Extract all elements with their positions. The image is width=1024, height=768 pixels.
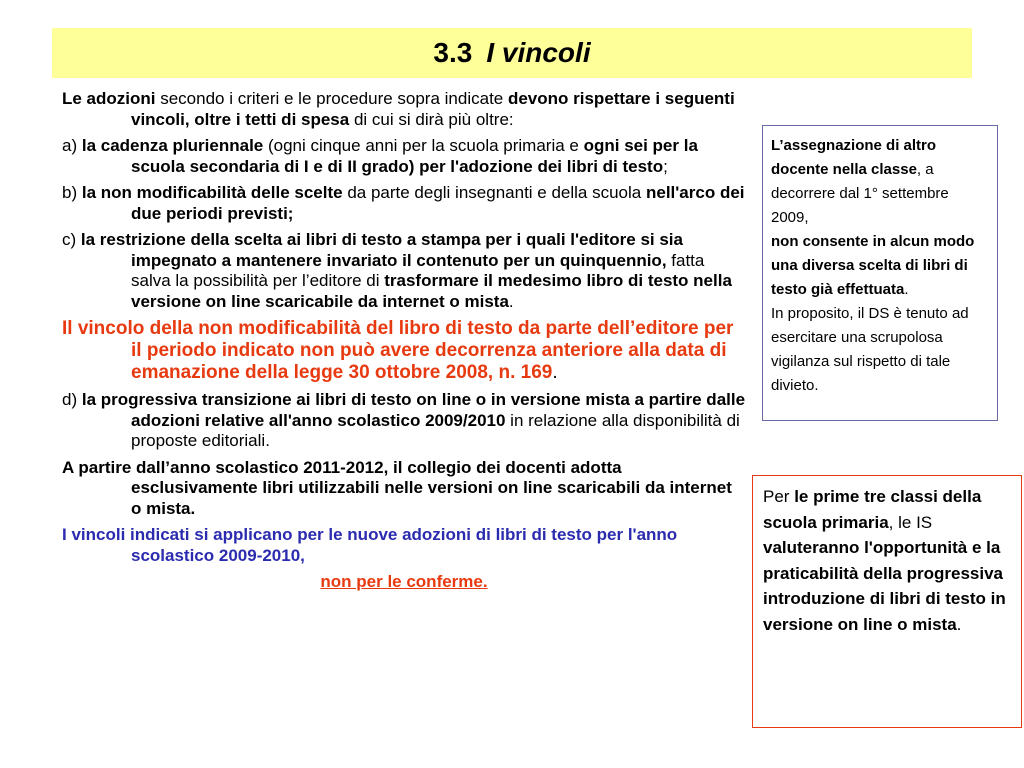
- item-a: [62, 136, 746, 177]
- box1-bold-1: L’assegnazione di altro docente nella classe: [771, 137, 937, 178]
- item-a-bold-1: la cadenza pluriennale: [81, 136, 264, 155]
- item-b-prefix: b): [62, 183, 82, 202]
- intro-text-2: di cui si dirà più oltre:: [349, 109, 514, 129]
- intro-bold-2: devono rispettare i seguenti vincoli, oltre i tetti di spesa: [131, 89, 735, 129]
- box2-bold-1: le prime tre classi della scuola primaria: [763, 487, 982, 532]
- item-c-bold-1: la restrizione della scelta ai libri di testo a stampa per i quali l'editore si sia impegnato a mantenere invariato il contenuto per un quinquennio,: [80, 230, 683, 270]
- box2-text-1: Per: [763, 487, 795, 506]
- section-number: 3.3: [433, 37, 473, 68]
- from-2011-text: A partire dall’anno scolastico 2011-2012, il collegio dei docenti adotta esclusivamente libri utilizzabili nelle versioni on line scaricabili da internet o mista.: [62, 457, 732, 518]
- side-box-assignment: [762, 125, 998, 421]
- item-b-bold-1: la non modificabilità delle scelte: [81, 183, 343, 202]
- slide-title-bar: [52, 28, 972, 78]
- red-note-period: .: [552, 362, 558, 383]
- box2-bold-2: valuteranno l'opportunità e la praticabilità della progressiva introduzione di libri di testo in versione on line o mista: [763, 538, 1006, 634]
- item-c-bold-2: trasformare il medesimo libro di testo nella versione on line scaricabile da internet o mista: [131, 271, 732, 311]
- item-c-prefix: c): [62, 230, 81, 249]
- item-b-bold-2: nell'arco dei due periodi previsti;: [131, 183, 745, 223]
- item-a-text-1: (ogni cinque anni per la scuola primaria e: [263, 136, 584, 155]
- item-a-bold-2: ogni sei per la scuola secondaria di I e di II grado) per l'adozione dei libri di testo: [131, 136, 698, 176]
- blue-note: [62, 525, 746, 566]
- intro-text-1: secondo i criteri e le procedure sopra indicate: [155, 89, 508, 108]
- item-a-text-2: ;: [663, 156, 668, 176]
- item-d-text-1: in relazione alla disponibilità di proposte editoriali.: [131, 410, 740, 450]
- item-c-text-2: .: [508, 291, 514, 311]
- main-text-body: [62, 89, 746, 599]
- side-box-primary: [752, 475, 1022, 728]
- item-b: [62, 183, 746, 224]
- box1-text-2: .: [904, 281, 909, 298]
- item-d-bold-1: la progressiva transizione ai libri di testo on line o in versione mista a partire dalle adozioni relative all'anno scolastico 2009/2010: [81, 390, 746, 430]
- red-note: [62, 318, 746, 384]
- box1-bold-2: non consente in alcun modo una diversa scelta di libri di testo già effettuata: [771, 233, 975, 298]
- box1-text-3: In proposito, il DS è tenuto ad esercitare una scrupolosa vigilanza sul rispetto di tale divieto.: [771, 305, 969, 394]
- box2-text-3: .: [956, 614, 962, 634]
- slide-title: I vincoli: [486, 37, 591, 68]
- item-c-text-1: fatta salva la possibilità per l’editore di: [131, 250, 705, 290]
- box1-text-1: , a decorrere dal 1° settembre 2009,: [771, 161, 949, 226]
- from-2011-paragraph: [62, 458, 746, 520]
- box2-text-2: , le IS: [888, 512, 933, 532]
- item-d: [62, 390, 746, 452]
- blue-note-text: I vincoli indicati si applicano per le nuove adozioni di libri di testo per l'anno scolastico 2009-2010,: [62, 525, 678, 565]
- item-d-prefix: d): [62, 390, 82, 409]
- red-note-bold: Il vincolo della non modificabilità del libro di testo da parte dell’editore per il periodo indicato non può avere decorrenza anteriore alla data di emanazione della legge 30 ottobre 2008, n. 169: [62, 318, 734, 383]
- confirm-note-text: non per le conferme.: [320, 572, 488, 591]
- confirm-note: [62, 572, 746, 593]
- intro-bold-1: Le adozioni: [62, 89, 156, 108]
- item-b-text-1: da parte degli insegnanti e della scuola: [342, 183, 646, 202]
- intro-paragraph: [62, 89, 746, 130]
- item-c: [62, 230, 746, 312]
- item-a-prefix: a): [62, 136, 82, 155]
